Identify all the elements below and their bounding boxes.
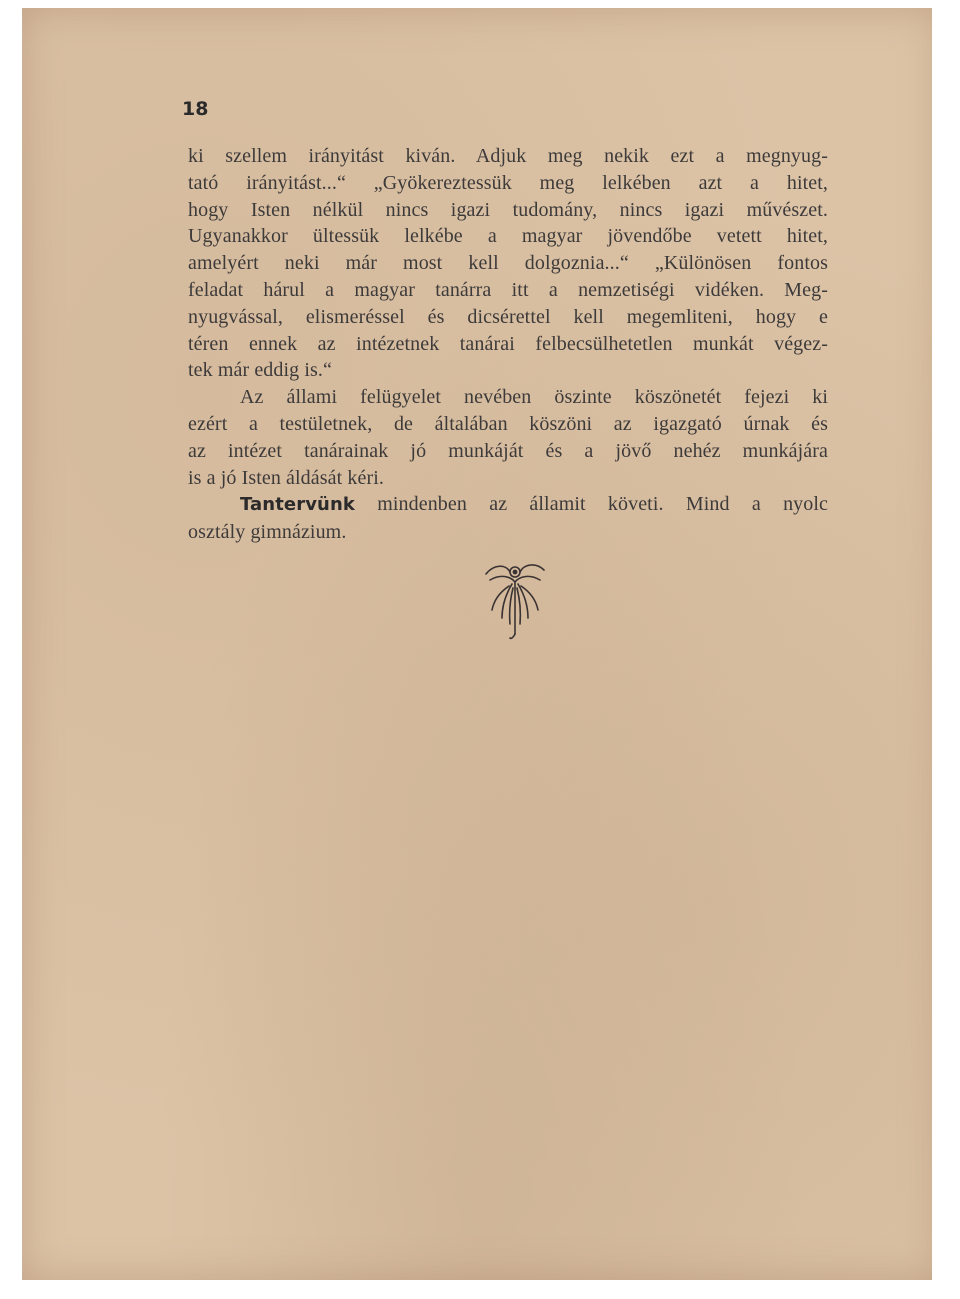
body-text bbox=[188, 143, 828, 546]
text-line: osztály gimnázium. bbox=[188, 521, 347, 544]
text-line: tató irányitást...“ „Gyökereztessük meg lelkében azt a hitet, bbox=[188, 171, 828, 194]
text-line-with-bold bbox=[188, 491, 828, 519]
text-line: amelyért neki már most kell dolgoznia...“ „Különösen fontos bbox=[188, 252, 828, 275]
text-line: tek már eddig is.“ bbox=[188, 359, 332, 382]
scan-margin-right bbox=[932, 0, 960, 1299]
text-line: hogy Isten nélkül nincs igazi tudomány, nincs igazi művészet. bbox=[188, 198, 828, 221]
text-line: téren ennek az intézetnek tanárai felbecsülhetetlen munkát végez- bbox=[188, 332, 828, 355]
text-line: is a jó Isten áldását kéri. bbox=[188, 466, 384, 489]
text-line: Ugyanakkor ültessük lelkébe a magyar jövendőbe vetett hitet, bbox=[188, 225, 828, 248]
bold-heading-word: Tantervünk bbox=[240, 494, 355, 516]
acanthus-ornament-icon bbox=[480, 560, 550, 640]
text-line: nyugvással, elismeréssel és dicsérettel kell megemliteni, hogy e bbox=[188, 305, 828, 328]
scan-margin-bottom bbox=[0, 1281, 960, 1299]
text-line-rest: mindenben az államit követi. Mind a nyolc bbox=[354, 493, 828, 516]
text-line: ezért a testületnek, de általában köszöni az igazgató úrnak és bbox=[188, 412, 828, 435]
page-number: 18 bbox=[182, 98, 209, 120]
text-line: Az állami felügyelet nevében öszinte köszönetét fejezi ki bbox=[240, 386, 828, 409]
text-line: az intézet tanárainak jó munkáját és a jövő nehéz munkájára bbox=[188, 439, 828, 462]
text-line: ki szellem irányitást kiván. Adjuk meg nekik ezt a megnyug- bbox=[188, 145, 828, 167]
text-line: feladat hárul a magyar tanárra itt a nemzetiségi vidéken. Meg- bbox=[188, 278, 828, 301]
